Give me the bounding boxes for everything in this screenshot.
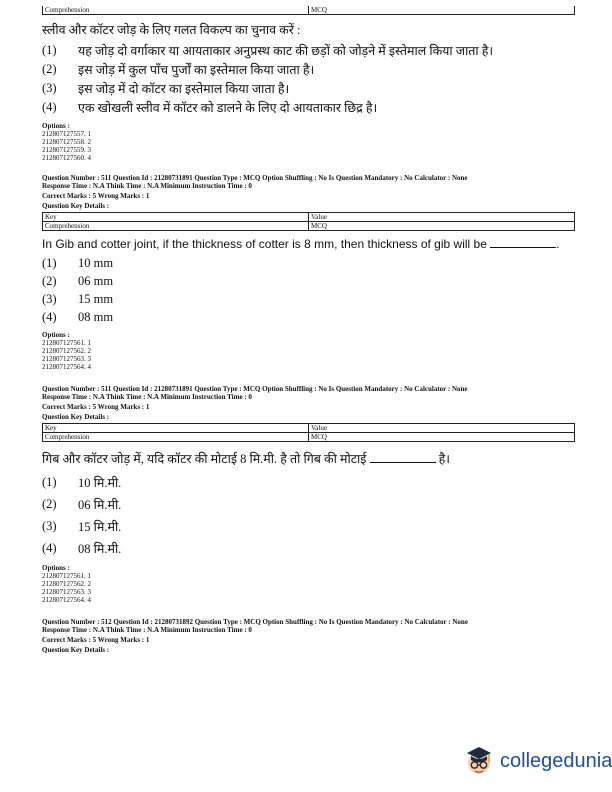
q2-options xyxy=(42,254,576,326)
option-id: 212807127564. 4 xyxy=(42,363,91,371)
option-num: (3) xyxy=(42,81,57,95)
top-key-table xyxy=(42,6,575,15)
q2-option-3 xyxy=(42,290,576,308)
value-cell: MCQ xyxy=(309,222,575,231)
option-text: 08 mm xyxy=(78,309,114,324)
answer-blank xyxy=(370,452,436,463)
value-header: Value xyxy=(309,424,575,433)
q4-response-time: Response Time : N.A Think Time : N.A Minimum Instruction Time : 0 xyxy=(42,626,252,634)
option-id: 212807127558. 2 xyxy=(42,138,91,146)
q3-marks: Correct Marks : 5 Wrong Marks : 1 xyxy=(42,403,150,411)
stem-end: . xyxy=(556,237,560,251)
q1-option-3 xyxy=(42,79,576,98)
q4-key-details: Question Key Details : xyxy=(42,646,110,654)
option-id: 212807127564. 4 xyxy=(42,596,91,604)
key-cell: Comprehension xyxy=(43,222,309,231)
q2-response-time: Response Time : N.A Think Time : N.A Minimum Instruction Time : 0 xyxy=(42,182,252,190)
option-num: (1) xyxy=(42,43,57,57)
q2-option-4 xyxy=(42,308,576,326)
option-num: (1) xyxy=(42,474,57,489)
options-label: Options : xyxy=(42,564,70,572)
option-text: 10 mm xyxy=(78,255,114,270)
option-num: (3) xyxy=(42,518,57,533)
q2-key-table xyxy=(42,212,575,231)
graduate-icon xyxy=(462,744,496,778)
q3-header: Question Number : 511 Question Id : 21280731891 Question Type : MCQ Option Shuffling : No Is Question Mandatory : No Calculator : None xyxy=(42,385,468,393)
option-num: (4) xyxy=(42,100,57,114)
q2-header: Question Number : 511 Question Id : 21280731891 Question Type : MCQ Option Shuffling : No Is Question Mandatory : No Calculator : None xyxy=(42,174,468,182)
q1-option-1 xyxy=(42,41,576,60)
option-num: (3) xyxy=(42,291,57,306)
options-label: Options : xyxy=(42,331,70,339)
q3-key-table xyxy=(42,423,575,442)
option-num: (2) xyxy=(42,496,57,511)
stem-end: है। xyxy=(438,452,451,466)
q1-stem-text: स्लीव और कॉटर जोड़ के लिए गलत विकल्प का चुनाव करें : xyxy=(42,23,301,37)
q3-stem xyxy=(42,450,576,467)
option-text: 06 मि.मी. xyxy=(78,497,122,512)
q1-option-2 xyxy=(42,60,576,79)
q3-option-2 xyxy=(42,493,576,515)
option-id: 212807127563. 3 xyxy=(42,588,91,596)
q4-marks: Correct Marks : 5 Wrong Marks : 1 xyxy=(42,636,150,644)
collegedunia-logo xyxy=(462,744,612,778)
key-header: Key xyxy=(43,213,309,222)
value-header: Value xyxy=(309,213,575,222)
q2-stem-text: In Gib and cotter joint, if the thickness of cotter is 8 mm, then thickness of gib will be xyxy=(42,237,487,251)
option-id: 212807127559. 3 xyxy=(42,146,91,154)
option-id: 212807127562. 2 xyxy=(42,580,91,588)
key-header: Key xyxy=(43,424,309,433)
option-num: (4) xyxy=(42,540,57,555)
option-id: 212807127557. 1 xyxy=(42,130,91,138)
value-cell: MCQ xyxy=(309,6,575,15)
option-id: 212807127561. 1 xyxy=(42,572,91,580)
option-text: 15 mm xyxy=(78,291,114,306)
q3-options xyxy=(42,471,576,559)
q2-option-2 xyxy=(42,272,576,290)
option-id: 212807127563. 3 xyxy=(42,355,91,363)
q1-option-4 xyxy=(42,98,576,117)
value-cell: MCQ xyxy=(309,433,575,442)
option-text: इस जोड़ में दो कॉटर का इस्तेमाल किया जाता है। xyxy=(78,82,290,96)
q3-response-time: Response Time : N.A Think Time : N.A Minimum Instruction Time : 0 xyxy=(42,393,252,401)
q2-stem xyxy=(42,237,576,251)
q2-marks: Correct Marks : 5 Wrong Marks : 1 xyxy=(42,192,150,200)
option-text: 06 mm xyxy=(78,273,114,288)
answer-blank xyxy=(490,237,556,248)
option-text: इस जोड़ में कुल पाँच पुर्जों का इस्तेमाल किया जाता है। xyxy=(78,63,315,77)
q2-option-1 xyxy=(42,254,576,272)
q3-key-details: Question Key Details : xyxy=(42,413,110,421)
key-cell: Comprehension xyxy=(43,6,309,15)
q1-stem xyxy=(42,21,576,38)
option-id: 212807127562. 2 xyxy=(42,347,91,355)
option-num: (4) xyxy=(42,309,57,324)
q3-stem-text: गिब और कॉटर जोड़ में, यदि कॉटर की मोटाई 8 मि.मी. है तो गिब की मोटाई xyxy=(42,452,367,466)
q4-header: Question Number : 512 Question Id : 21280731892 Question Type : MCQ Option Shuffling : No Is Question Mandatory : No Calculator : None xyxy=(42,618,468,626)
option-num: (1) xyxy=(42,255,57,270)
option-id: 212807127561. 1 xyxy=(42,339,91,347)
logo-text: collegedunia xyxy=(500,749,612,772)
option-text: 08 मि.मी. xyxy=(78,541,122,556)
option-text: एक खोखली स्लीव में कॉटर को डालने के लिए दो आयताकार छिद्र है। xyxy=(78,101,378,115)
option-id: 212807127560. 4 xyxy=(42,154,91,162)
q2-key-details: Question Key Details : xyxy=(42,202,110,210)
option-text: 10 मि.मी. xyxy=(78,475,122,490)
key-cell: Comprehension xyxy=(43,433,309,442)
q3-option-3 xyxy=(42,515,576,537)
q3-option-4 xyxy=(42,537,576,559)
q1-options xyxy=(42,41,576,117)
option-text: यह जोड़ दो वर्गाकार या आयताकार अनुप्रस्थ काट की छड़ों को जोड़ने में इस्तेमाल किया जाता है। xyxy=(78,44,494,58)
option-num: (2) xyxy=(42,273,57,288)
option-num: (2) xyxy=(42,62,57,76)
q3-option-1 xyxy=(42,471,576,493)
options-label: Options : xyxy=(42,122,70,130)
option-text: 15 मि.मी. xyxy=(78,519,122,534)
document-page xyxy=(42,6,576,654)
